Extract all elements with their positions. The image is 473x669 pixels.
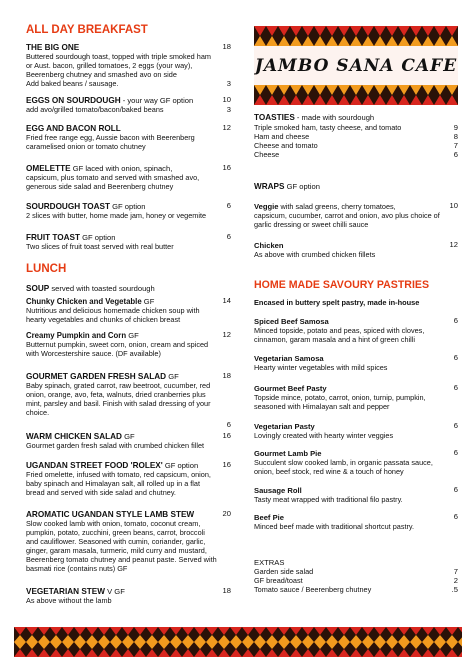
footer-pattern bbox=[14, 627, 462, 657]
item-price: 16 bbox=[222, 431, 231, 440]
item-price: 18 bbox=[222, 371, 231, 380]
item-price: 6 bbox=[453, 512, 458, 521]
item-price: 12 bbox=[449, 240, 458, 249]
item-desc: capsicum, cucumber, carrot and onion, avo plus choice of garlic dressing or sweet chilli sauce bbox=[254, 211, 440, 229]
item-price: 16 bbox=[222, 163, 231, 172]
menu-item-veg-samosa: Vegetarian Samosa 6 Hearty winter vegetables with mild spices bbox=[254, 353, 458, 372]
toastie-row: Cheese and tomato 7 bbox=[254, 140, 458, 150]
menu-item-fruit-toast: FRUIT TOAST GF option 6 Two slices of fruit toast served with real butter bbox=[26, 232, 231, 251]
cafe-logo bbox=[254, 26, 458, 105]
toastie-row: Triple smoked ham, tasty cheese, and tomato 9 bbox=[254, 123, 458, 132]
menu-item-vegetarian-stew: VEGETARIAN STEW V GF 18 As above without the lamb bbox=[26, 586, 231, 605]
item-desc: Baby spinach, grated carrot, raw beetroot, cucumber, red onion, orange, avo, feta, walnuts, dried cranberries plus mint, parsley and basil. Finish with salad dressing of your choice. bbox=[26, 381, 211, 417]
item-price: 6 bbox=[453, 485, 458, 494]
menu-item-beef-pie: Beef Pie 6 Minced beef made with traditional shortcut pastry. bbox=[254, 512, 458, 531]
item-price: 20 bbox=[222, 509, 231, 518]
soup-header: SOUP served with toasted sourdough bbox=[26, 284, 155, 293]
item-price: 12 bbox=[222, 123, 231, 132]
menu-item-rolex: UGANDAN STREET FOOD 'ROLEX' GF option 16 Fried omelette, infused with tomato, red capsicum, onion, baby spinach and Himalayan salt, all rolled up in a flat bread and served with side salad and chutney. bbox=[26, 460, 231, 497]
menu-item-veggie-wrap: Veggie with salad greens, cherry tomatoes, 10 capsicum, cucumber, carrot and onion, avo plus choice of garlic dressing or sweet chilli sauce bbox=[254, 201, 458, 229]
logo-band bbox=[254, 46, 458, 85]
menu-item-eggs-on-sourdough: EGGS ON SOURDOUGH - your way GF option 10 add avo/grilled tomato/bacon/baked beans 3 bbox=[26, 95, 231, 114]
wraps-header: WRAPS GF option bbox=[254, 182, 320, 191]
extras-section bbox=[254, 559, 458, 595]
item-price: 18 bbox=[222, 586, 231, 595]
menu-item-lamb-stew: AROMATIC UGANDAN STYLE LAMB STEW 20 Slow cooked lamb with onion, tomato, coconut cream, pumpkin, potato, zucchini, green beans, carrot, broccoli and cauliflower. Seasoned with cumin, coriander, garlic, ginger, garam masala, turmeric, mild curry and mustard, Beerenberg tomato chutney and peanut paste. Served with basmati rice (contains nuts) GF bbox=[26, 509, 231, 573]
menu-item-warm-chicken-salad: WARM CHICKEN SALAD GF 16 Gourmet garden fresh salad with crumbed chicken fillet bbox=[26, 431, 231, 450]
item-name: THE BIG ONE bbox=[26, 43, 80, 52]
item-price: 10 bbox=[449, 201, 458, 210]
menu-item-omelette: OMELETTE GF laced with onion, spinach, 16 capsicum, plus tomato and served with smashed avo, generous side salad and Beerenberg chutney bbox=[26, 163, 231, 191]
menu-item-the-big-one bbox=[26, 43, 231, 89]
item-desc: Minced beef made with traditional shortcut pastry. bbox=[254, 522, 415, 531]
item-desc: Hearty winter vegetables with mild spices bbox=[254, 363, 388, 372]
item-price: 6 bbox=[453, 421, 458, 430]
menu-item-chicken-soup: Chunky Chicken and Vegetable GF 14 Nutritious and delicious homemade chicken soup with hearty vegetables and chunks of chicken breast bbox=[26, 296, 231, 324]
item-desc: Succulent slow cooked lamb, in organic passata sauce, onion, beef stock, red wine & a touch of honey bbox=[254, 458, 433, 476]
item-desc: Topside mince, potato, carrot, onion, turnip, pumpkin, seasoned with Himalayan salt and pepper bbox=[254, 393, 426, 411]
item-desc: Minced topside, potato and peas, spiced with cloves, cinnamon, garam masala and a hint of green chilli bbox=[254, 326, 425, 344]
pastries-heading: HOME MADE SAVOURY PASTRIES bbox=[254, 279, 430, 291]
item-desc: Lovingly created with hearty winter veggies bbox=[254, 431, 394, 440]
item-desc: Buttered sourdough toast, topped with triple smoked ham or Aust. bacon, grilled tomatoes, 2 eggs (your way), Beerenberg chutney and smashed avo on side bbox=[26, 52, 211, 79]
breakfast-heading: ALL DAY BREAKFAST bbox=[26, 24, 148, 36]
menu-item-sausage-roll: Sausage Roll 6 Tasty meat wrapped with traditional filo pastry. bbox=[254, 485, 458, 504]
extras-row: GF bread/toast 2 bbox=[254, 575, 458, 585]
menu-item-beef-pasty: Gourmet Beef Pasty 6 Topside mince, potato, carrot, onion, turnip, pumpkin, seasoned with Himalayan salt and pepper bbox=[254, 383, 458, 411]
toastie-row: Ham and cheese 8 bbox=[254, 131, 458, 141]
item-desc: 2 slices with butter, home made jam, honey or vegemite bbox=[26, 211, 207, 220]
extras-row: Garden side salad 7 bbox=[254, 566, 458, 576]
item-price: 6 bbox=[226, 201, 231, 210]
menu-item-sourdough-toast: SOURDOUGH TOAST GF option 6 2 slices with butter, home made jam, honey or vegemite bbox=[26, 201, 231, 220]
item-desc: Gourmet garden fresh salad with crumbed chicken fillet bbox=[26, 441, 205, 450]
menu-item-garden-salad: GOURMET GARDEN FRESH SALAD GF 18 Baby spinach, grated carrot, raw beetroot, cucumber, red onion, orange, avo, feta, walnuts, dried cranberries plus mint, parsley and basil. Finish with salad dressing of your choice. 6 bbox=[26, 371, 231, 429]
item-price: 6 bbox=[226, 232, 231, 241]
toasties-section: TOASTIES - made with sourdough Triple smoked ham, tasty cheese, and tomato 9 Ham and cheese 8 Cheese and tomato 7 Cheese 6 bbox=[254, 113, 458, 159]
item-price: 16 bbox=[222, 460, 231, 469]
item-price-secondary: 6 bbox=[226, 420, 231, 429]
item-desc: capsicum, plus tomato and served with smashed avo, generous side salad and Beerenberg chutney bbox=[26, 173, 200, 191]
item-desc: Butternut pumpkin, sweet corn, onion, cream and spiced with Worcestershire sauce. (DF available) bbox=[26, 340, 209, 358]
item-desc: Slow cooked lamb with onion, tomato, coconut cream, pumpkin, potato, zucchini, green beans, carrot, broccoli and cauliflower. Seasoned with cumin, coriander, garlic, ginger, garam masala, turmeric, mild curry and mustard, Beerenberg tomato chutney and peanut paste. Served with basmati rice (contains nuts) GF bbox=[26, 519, 217, 573]
menu-item-beef-samosa: Spiced Beef Samosa 6 Minced topside, potato and peas, spiced with cloves, cinnamon, garam masala and a hint of green chilli bbox=[254, 316, 458, 344]
item-price: 18 bbox=[222, 42, 231, 51]
menu-item-pumpkin-soup: Creamy Pumpkin and Corn GF 12 Butternut pumpkin, sweet corn, onion, cream and spiced with Worcestershire sauce. (DF available) bbox=[26, 330, 231, 358]
item-desc: As above with crumbed chicken fillets bbox=[254, 250, 376, 259]
pastries-intro: Encased in buttery spelt pastry, made in-house bbox=[254, 298, 420, 307]
toastie-row: Cheese 6 bbox=[254, 149, 458, 159]
item-price: 10 bbox=[222, 95, 231, 104]
footer-pattern-graphic bbox=[14, 627, 462, 657]
logo-title: JAMBO SANA CAFE bbox=[254, 55, 458, 76]
item-price: 6 bbox=[453, 316, 458, 325]
item-desc: Tasty meat wrapped with traditional filo pastry. bbox=[254, 495, 403, 504]
item-price: 12 bbox=[222, 330, 231, 339]
menu-item-lamb-pie: Gourmet Lamb Pie 6 Succulent slow cooked lamb, in organic passata sauce, onion, beef stock, red wine & a touch of honey bbox=[254, 448, 458, 476]
extras-heading: EXTRAS bbox=[254, 558, 285, 567]
menu-item-egg-and-bacon-roll: EGG AND BACON ROLL 12 Fried free range egg, Aussie bacon with Beerenberg caramelised onion or tomato chutney bbox=[26, 123, 231, 151]
item-price: 6 bbox=[453, 353, 458, 362]
item-desc: add avo/grilled tomato/bacon/baked beans bbox=[26, 105, 164, 114]
item-desc: Fried free range egg, Aussie bacon with Beerenberg caramelised onion or tomato chutney bbox=[26, 133, 195, 151]
item-desc: As above without the lamb bbox=[26, 596, 112, 605]
item-price: 6 bbox=[453, 448, 458, 457]
item-addon: Add baked beans / sausage. 3 bbox=[26, 78, 231, 88]
item-price: 6 bbox=[453, 383, 458, 392]
menu-item-veg-pasty: Vegetarian Pasty 6 Lovingly created with hearty winter veggies bbox=[254, 421, 458, 440]
lunch-heading: LUNCH bbox=[26, 263, 67, 275]
menu-item-chicken-wrap: Chicken 12 As above with crumbed chicken fillets bbox=[254, 240, 458, 259]
item-desc: Two slices of fruit toast served with real butter bbox=[26, 242, 174, 251]
extras-row: Tomato sauce / Beerenberg chutney .5 bbox=[254, 584, 458, 594]
item-desc: Fried omelette, infused with tomato, red capsicum, onion, baby spinach and Himalayan salt, all rolled up in a flat bread and served with side salad and chutney. bbox=[26, 470, 211, 497]
item-desc: Nutritious and delicious homemade chicken soup with hearty vegetables and chunks of chicken breast bbox=[26, 306, 200, 324]
item-price: 14 bbox=[222, 296, 231, 305]
